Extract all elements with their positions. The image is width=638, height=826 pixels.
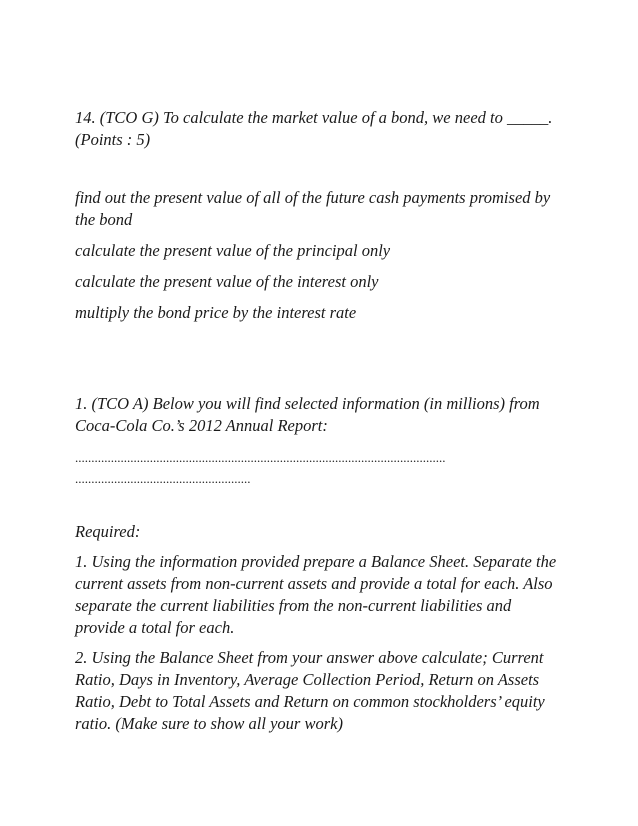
answer-option-2[interactable]: calculate the present value of the principal only [75,241,391,260]
required-item-1: 1. Using the information provided prepare a Balance Sheet. Separate the current assets from non-current assets and provide a total for each. Also separate the current liabilities from the non-current liabilities and provide a total for each. [75,552,557,637]
question-14-text: 14. (TCO G) To calculate the market value of a bond, we need to _____. [75,108,553,127]
answer-option-3[interactable]: calculate the present value of the interest only [75,272,379,291]
answer-option-4[interactable]: multiply the bond price by the interest rate [75,303,357,322]
question-1-text: 1. (TCO A) Below you will find selected information (in millions) from Coca-Cola Co.’s 2012 Annual Report: [75,394,540,435]
required-item-2: 2. Using the Balance Sheet from your answer above calculate; Current Ratio, Days in Inventory, Average Collection Period, Return on Assets Ratio, Debt to Total Assets and Return on common stockholders’ equity ratio. (Make sure to show all your work) [75,648,545,733]
question-1 [75,393,565,437]
answer-option-1[interactable]: find out the present value of all of the future cash payments promised by the bond [75,188,551,229]
dotted-line-1: .................................................................................................................. [75,450,446,465]
dotted-line-2: ...................................................... [75,471,251,486]
required-heading: Required: [75,522,141,541]
answer-options [75,187,565,333]
dotted-separator [75,447,565,489]
required-section [75,521,565,743]
question-14-points: (Points : 5) [75,130,151,149]
question-14 [75,107,565,151]
